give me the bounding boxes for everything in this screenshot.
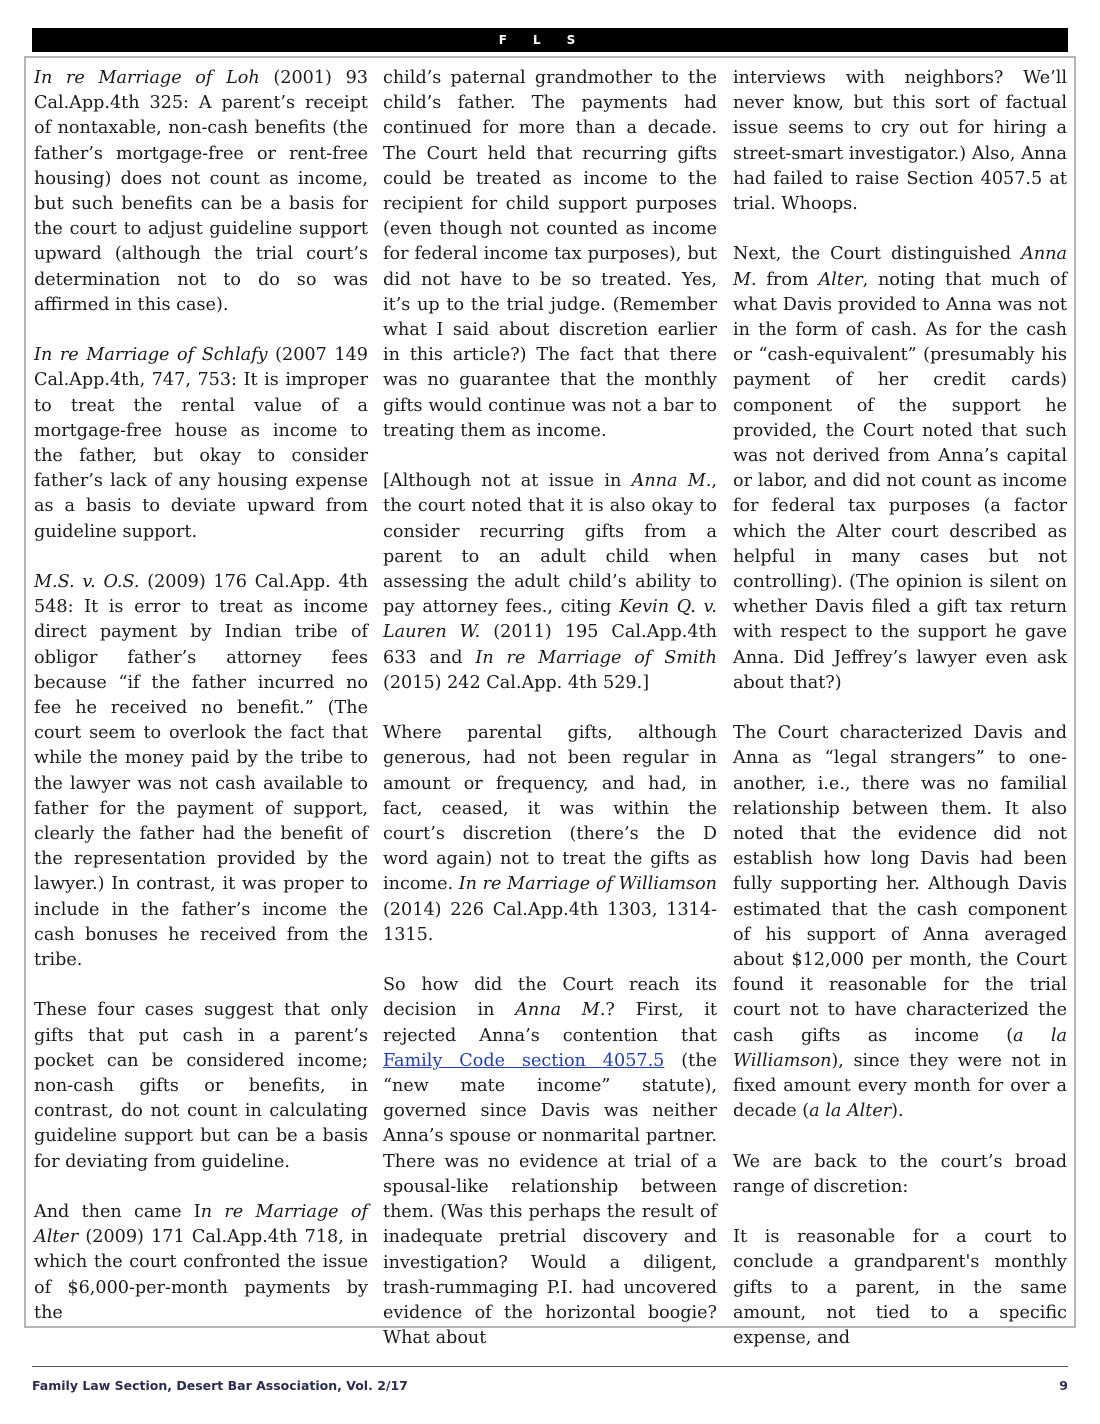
paragraph-williamson: Where parental gifts, although generous, had not been regular in amount or frequency, and had, in fact, ceased, it was within the court’s discretion (there’s the D word again) not to treat the gifts as income. In re Marriage of Williamson (2014) 226 Cal.App.4th 1303, 1314-1315. bbox=[383, 723, 717, 945]
case-citation: Kevin Q. v. Lauren W. bbox=[383, 597, 717, 643]
case-citation: a la Williamson bbox=[733, 1025, 1067, 1071]
paragraph-investigator: interviews with neighbors? We’ll never know, but this sort of factual issue seems to cry out for hiring a street-smart investigator.) Also, Anna had failed to raise Section 4057.5 at trial. Whoops. bbox=[733, 68, 1067, 215]
case-citation: In re Marriage of Loh bbox=[34, 68, 260, 88]
case-citation: n re Marriage of Alter bbox=[34, 1202, 369, 1248]
footer-divider bbox=[32, 1366, 1068, 1367]
paragraph-loh bbox=[34, 66, 368, 318]
paragraph-quote: It is reasonable for a court to conclude a grandparent's monthly gifts to a parent, in the same amount, not tied to a specific expense, and bbox=[733, 1227, 1067, 1349]
paragraph-text: And then came I bbox=[34, 1202, 201, 1223]
paragraph-distinguished: Next, the Court distinguished Anna M. from Alter, noting that much of what Davis provided to Anna was not in the form of cash. As for the cash or “cash-equivalent” (presumably his payment of her credit cards) component of the support he provided, the Court noted that such was not derived from Anna’s capital or labor, and did not count as income for federal tax purposes (a factor which the Alter court described as helpful in many cases but not controlling). (The opinion is silent on whether Davis filed a gift tax return with respect to the support he gave Anna. Did Jeffrey’s lawyer even ask about that?) bbox=[733, 244, 1067, 693]
header-bar bbox=[32, 28, 1068, 52]
paragraph-text: (2009) 171 Cal.App.4th 718, in which the court confronted the issue of $6,000-per-month payments by the bbox=[34, 1227, 368, 1323]
column-2 bbox=[383, 66, 717, 1377]
paragraph-schlafy bbox=[34, 343, 368, 545]
header-title: FLS bbox=[498, 33, 602, 47]
paragraph-text: child’s paternal grandmother to the child’s father. The payments had continued for more than a decade. The Court held that recurring gifts could be treated as income to the recipient for child support purposes (even though not counted as income for federal income tax purposes), but did not have to be so treated. Yes, it’s up to the trial judge. (Remember what I said about discretion earlier in this article?) The fact that there was no guarantee that the monthly gifts would continue was not a bar to treating them as income. bbox=[383, 68, 717, 441]
column-3 bbox=[733, 66, 1067, 1376]
case-citation: a la Alter bbox=[809, 1101, 892, 1122]
paragraph-text: (2009) 176 Cal.App. 4th 548: It is error to treat as income direct payment by Indian tribe of obligor father’s attorney fees because “if the father incurred no fee he received no benefit.” (The court seem to overlook the fact that while the money paid by the tribe to the lawyer was not cash available to father for the payment of support, clearly the father had the benefit of the representation provided by the lawyer.) In contrast, it was proper to include in the father’s income the cash bonuses he received from the tribe. bbox=[34, 572, 369, 971]
page-number: 9 bbox=[1059, 1378, 1068, 1393]
case-citation: In re Marriage of Smith bbox=[475, 647, 717, 668]
case-citation: Anna M. bbox=[515, 1000, 606, 1021]
paragraph-text: (2007 149 Cal.App.4th, 747, 753: It is improper to treat the rental value of a mortgage-free house as income to the father, but okay to consider father’s lack of any housing expense as a basis to deviate upward from guideline support. bbox=[34, 345, 368, 542]
family-code-link[interactable]: Family Code section 4057.5 bbox=[383, 1050, 665, 1071]
case-citation: In re Marriage of Williamson bbox=[458, 874, 717, 895]
paragraph-text: (2001) 93 Cal.App.4th 325: A parent’s receipt of nontaxable, non-cash benefits (the father’s mortgage-free or rent-free housing) does not count as income, but such benefits can be a basis for the court to adjust guideline support upward (although the trial court’s determination not to do so was affirmed in this case). bbox=[34, 68, 368, 315]
paragraph-court-reasoning: So how did the Court reach its decision in Anna M.? First, it rejected Anna’s contention that Family Code section 4057.5 (the “new mate income” statute), governed since Davis was neither Anna’s spouse or nonmarital partner. There was no evidence at trial of a spousal-like relationship between them. (Was this perhaps the result of inadequate pretrial discovery and investigation? Would a diligent, trash-rummaging P.I. had uncovered evidence of the horizontal boogie? What about bbox=[383, 975, 717, 1349]
case-citation: M.S. v. O.S. bbox=[34, 572, 140, 593]
paragraph-alter-holding bbox=[383, 66, 717, 444]
case-citation: In re Marriage of Schlafy bbox=[34, 345, 268, 366]
case-citation: Alter bbox=[818, 269, 863, 290]
case-citation: Anna M. bbox=[631, 471, 712, 492]
footer-publication: Family Law Section, Desert Bar Association, Vol. 2/17 bbox=[32, 1378, 408, 1393]
paragraph-alter-intro bbox=[34, 1200, 368, 1326]
footer bbox=[32, 1378, 1068, 1400]
column-1 bbox=[34, 66, 368, 1351]
paragraph-ms-os bbox=[34, 570, 368, 973]
paragraph-four-cases: These four cases suggest that only gifts that put cash in a parent’s pocket can be considered income; non-cash gifts or benefits, in contrast, do not count in calculating guideline support but can be a basis for deviating from guideline. bbox=[34, 1000, 368, 1172]
paragraph-adult-child-gifts: [Although not at issue in Anna M., the court noted that it is also okay to consider recurring gifts from a parent to an adult child when assessing the adult child’s ability to pay attorney fees., citing Kevin Q. v. Lauren W. (2011) 195 Cal.App.4th 633 and In re Marriage of Smith (2015) 242 Cal.App. 4th 529.] bbox=[383, 471, 717, 693]
case-citation: Anna M. bbox=[733, 244, 1067, 290]
paragraph-legal-strangers: The Court characterized Davis and Anna as “legal strangers” to one-another, i.e., there was no familial relationship between them. It also noted that the evidence did not establish how long Davis had been fully supporting her. Although Davis estimated that the cash component of his support of Anna averaged about $12,000 per month, the Court found it reasonable for the trial court not to have characterized the cash gifts as income (a la Williamson), since they were not in fixed amount every month for over a decade (a la Alter). bbox=[733, 723, 1067, 1122]
paragraph-discretion: We are back to the court’s broad range of discretion: bbox=[733, 1151, 1067, 1197]
